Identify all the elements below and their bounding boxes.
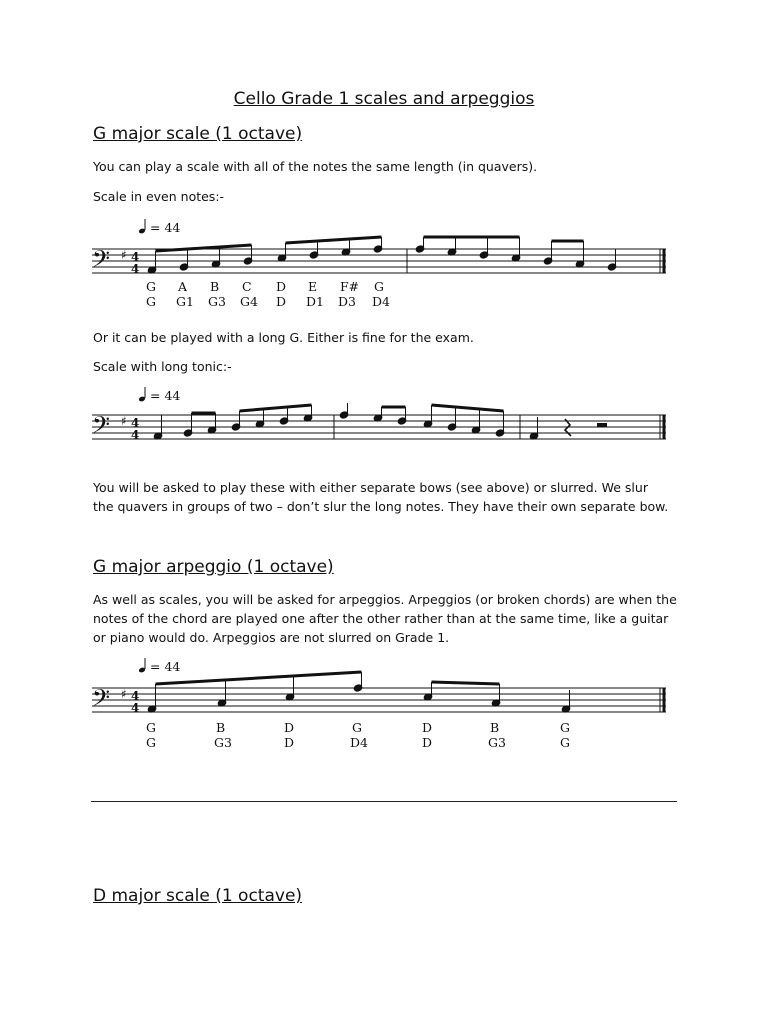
- fingering: D4: [350, 735, 368, 750]
- bass-clef-icon: 𝄢: [92, 684, 111, 717]
- note-names-row: [146, 279, 384, 294]
- half-rest-icon: [597, 423, 607, 427]
- scale-intro-text: You can play a scale with all of the notes the same length (in quavers).: [93, 159, 538, 174]
- staff-even-scale: [0, 215, 768, 315]
- fingering: G: [146, 294, 156, 309]
- key-signature-sharp: ♯: [121, 687, 127, 701]
- page-title: Cello Grade 1 scales and arpeggios: [233, 89, 535, 109]
- fingering: D4: [372, 294, 390, 309]
- tempo-text: = 44: [150, 659, 181, 674]
- tempo-text: = 44: [150, 220, 181, 235]
- long-g-text: Or it can be played with a long G. Either is fine for the exam.: [93, 330, 474, 345]
- bass-clef-icon: 𝄢: [92, 411, 111, 444]
- time-sig-top: 4: [131, 689, 140, 703]
- note-name: G: [352, 720, 362, 735]
- time-sig-top: 4: [131, 416, 140, 430]
- fingering-row: [146, 294, 390, 309]
- notes-arpeggio: [147, 672, 664, 713]
- staff-arpeggio: [0, 654, 768, 754]
- fingering: G3: [488, 735, 506, 750]
- even-notes-label: Scale in even notes:-: [93, 189, 225, 204]
- notes-even: [147, 237, 664, 274]
- note-name: D: [276, 279, 287, 294]
- bowing-text-line-1: You will be asked to play these with either separate bows (see above) or slurred. We slur: [93, 480, 648, 495]
- staff-long-tonic-scale: [0, 383, 768, 453]
- note-name: A: [178, 279, 188, 294]
- arpeggio-text-line-3: or piano would do. Arpeggios are not slurred on Grade 1.: [93, 630, 450, 645]
- note-name: G: [374, 279, 384, 294]
- note-name: D: [422, 720, 433, 735]
- key-signature-sharp: ♯: [121, 248, 127, 262]
- time-sig-bottom: 4: [131, 262, 140, 276]
- long-tonic-label: Scale with long tonic:-: [93, 359, 232, 374]
- note-name: G: [560, 720, 570, 735]
- fingering: D: [284, 735, 295, 750]
- time-sig-bottom: 4: [131, 701, 140, 715]
- tempo-marking: [138, 658, 180, 674]
- note-name: C: [242, 279, 252, 294]
- fingering: G3: [208, 294, 226, 309]
- tempo-text: = 44: [150, 388, 181, 403]
- bass-clef-icon: 𝄢: [92, 245, 111, 278]
- tempo-marking: [138, 387, 180, 403]
- time-sig-top: 4: [131, 250, 140, 264]
- note-name: B: [490, 720, 500, 735]
- arpeggio-fingering-row: [146, 735, 570, 750]
- fingering: G3: [214, 735, 232, 750]
- fingering: D: [276, 294, 287, 309]
- notes-long-tonic: [153, 403, 664, 440]
- d-major-scale-heading: D major scale (1 octave): [93, 886, 303, 906]
- arpeggio-text-line-2: notes of the chord are played one after the other rather than at the same time, like a guitar: [93, 611, 669, 626]
- note-name: G: [146, 279, 156, 294]
- fingering: D1: [306, 294, 324, 309]
- fingering: D3: [338, 294, 356, 309]
- arpeggio-note-names-row: [146, 720, 570, 735]
- staff-lines: [92, 688, 666, 712]
- g-major-arpeggio-heading: G major arpeggio (1 octave): [93, 557, 334, 577]
- time-sig-bottom: 4: [131, 428, 140, 442]
- note-name: B: [210, 279, 220, 294]
- note-name: E: [308, 279, 318, 294]
- tempo-marking: [138, 219, 180, 235]
- fingering: G: [560, 735, 570, 750]
- fingering: D: [422, 735, 433, 750]
- fingering: G1: [176, 294, 194, 309]
- key-signature-sharp: ♯: [121, 414, 127, 428]
- section-divider: [91, 801, 677, 802]
- note-name: G: [146, 720, 156, 735]
- g-major-scale-heading: G major scale (1 octave): [93, 124, 303, 144]
- arpeggio-text-line-1: As well as scales, you will be asked for arpeggios. Arpeggios (or broken chords) are when the: [93, 592, 677, 607]
- fingering: G: [146, 735, 156, 750]
- note-name: B: [216, 720, 226, 735]
- fingering: G4: [240, 294, 258, 309]
- bowing-text-line-2: the quavers in groups of two – don’t slur the long notes. They have their own separate bow.: [93, 499, 669, 514]
- note-name: D: [284, 720, 295, 735]
- note-name: F#: [340, 279, 360, 294]
